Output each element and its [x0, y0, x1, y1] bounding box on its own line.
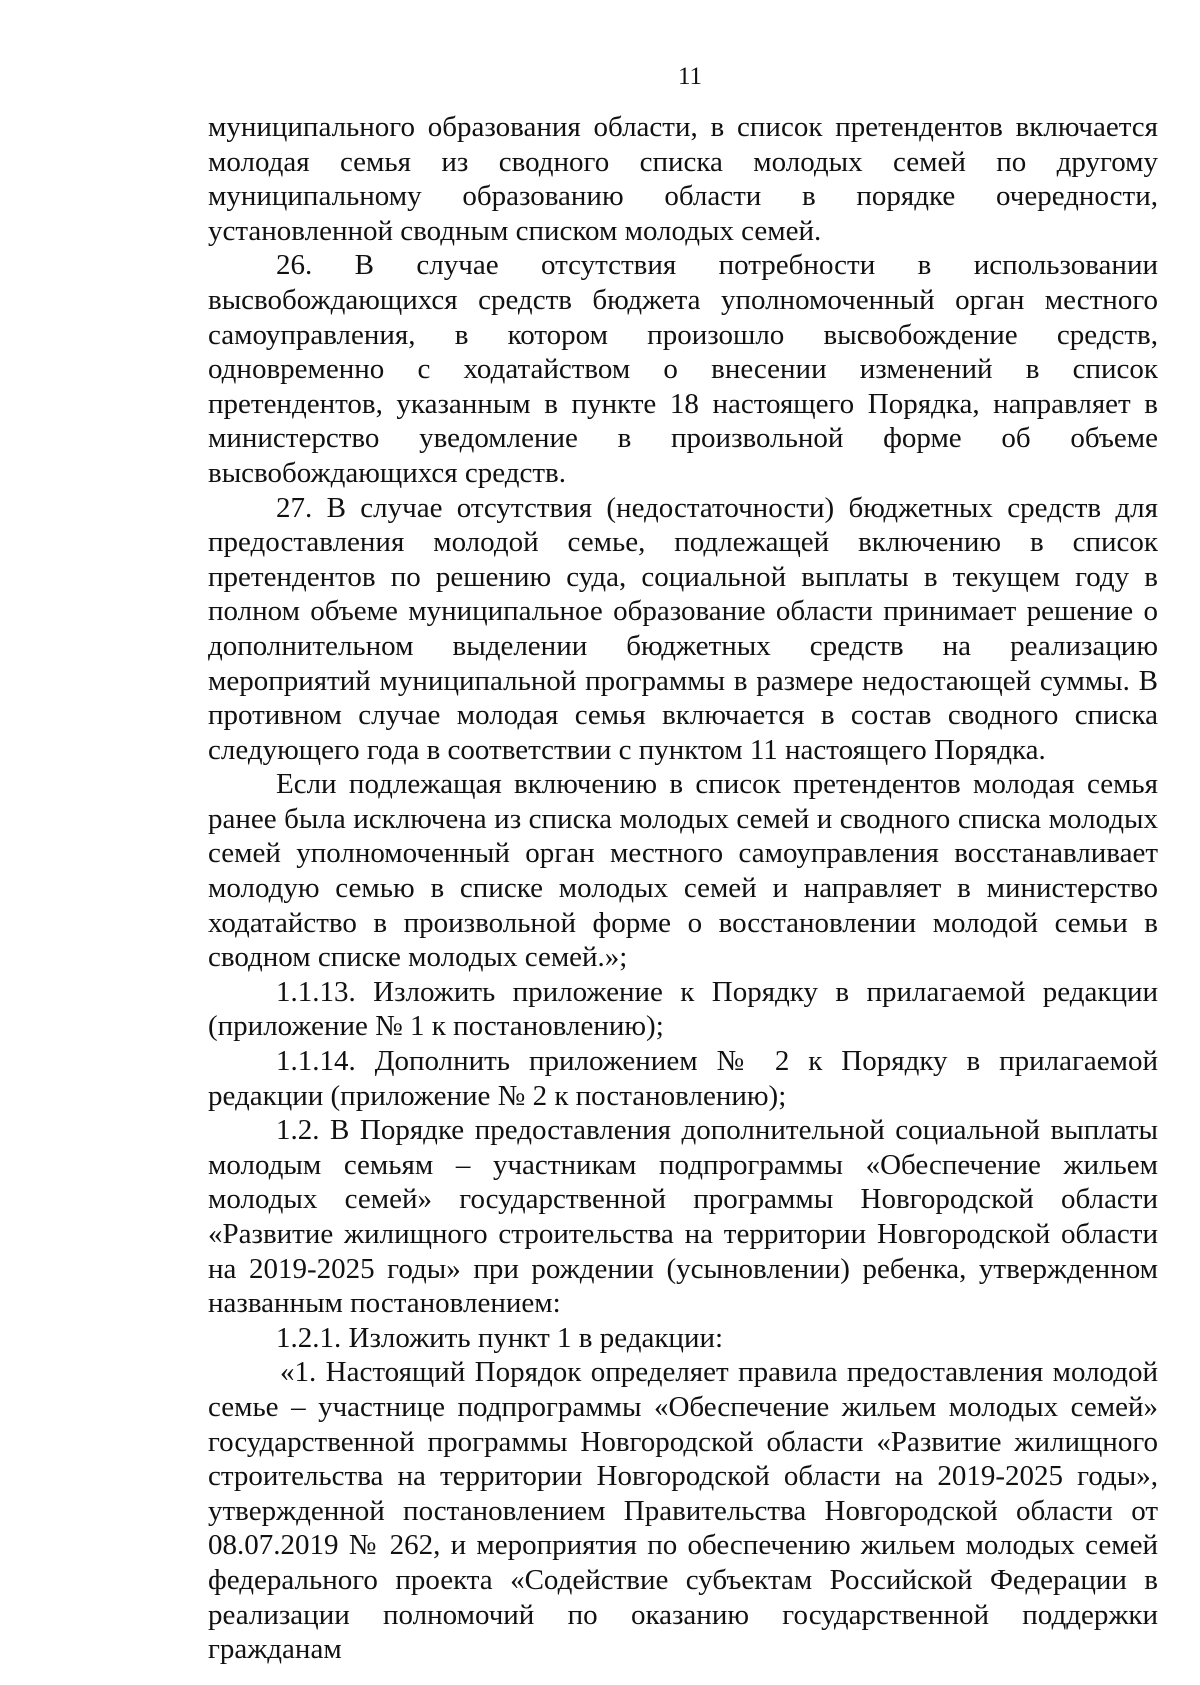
paragraph-1-2-1: 1.2.1. Изложить пункт 1 в редакции: [276, 1321, 724, 1354]
document-body [208, 110, 1158, 1667]
paragraph-item-27: 27. В случае отсутствия (недостаточности) бюджетных средств для предоставления молодой семье, подлежащей включению в список претендентов по решению суда, социальной выплаты в текущем году в полном объеме муниципальное образование области принимает решение о дополнительном выделении бюджетных средств на реализацию мероприятий муниципальной программы в размере недостающей суммы. В противном случае молодая семья включается в состав сводного списка следующего года в соответствии с пунктом 11 настоящего Порядка. [208, 491, 1158, 766]
paragraph-1-2: 1.2. В Порядке предоставления дополнительной социальной выплаты молодым семьям – участникам подпрограммы «Обеспечение жильем молодых семей» государственной программы Новгородской области «Развитие жилищного строительства на территории Новгородской области на 2019-2025 годы» при рождении (усыновлении) ребенка, утвержденном названным постановлением: [208, 1114, 1158, 1320]
paragraph-1-1-13: 1.1.13. Изложить приложение к Порядку в прилагаемой редакции (приложение № 1 к постановлению); [208, 975, 1158, 1043]
paragraph-continuation: муниципального образования области, в список претендентов включается молодая семья из сводного списка молодых семей по другому муниципальному образованию области в порядке очередности, установленной сводным списком молодых семей. [208, 111, 1158, 247]
paragraph-1-1-14: 1.1.14. Дополнить приложением № 2 к Порядку в прилагаемой редакции (приложение № 2 к постановлению); [208, 1045, 1158, 1112]
paragraph-quoted-item-1: «1. Настоящий Порядок определяет правила предоставления молодой семье – участнице подпрограммы «Обеспечение жильем молодых семей» государственной программы Новгородской области «Развитие жилищного строительства на территории Новгородской области на 2019-2025 годы», утвержденной постановлением Правительства Новгородской области от 08.07.2019 № 262, и мероприятия по обеспечению жильем молодых семей федерального проекта «Содействие субъектам Российской Федерации в реализации полномочий по оказанию государственной поддержки гражданам [208, 1356, 1158, 1666]
paragraph-item-26: 26. В случае отсутствия потребности в использовании высвобождающихся средств бюджета уполномоченный орган местного самоуправления, в котором произошло высвобождение средств, одновременно с ходатайством о внесении изменений в список претендентов, указанным в пункте 18 настоящего Порядка, направляет в министерство уведомление в произвольной форме об объеме высвобождающихся средств. [208, 249, 1158, 489]
paragraph-restoration: Если подлежащая включению в список претендентов молодая семья ранее была исключена из списка молодых семей и сводного списка молодых семей уполномоченный орган местного самоуправления восстанавливает молодую семью в списке молодых семей и направляет в министерство ходатайство в произвольной форме о восстановлении молодой семьи в сводном списке молодых семей.»; [208, 768, 1158, 974]
page-number: 11 [677, 63, 703, 90]
